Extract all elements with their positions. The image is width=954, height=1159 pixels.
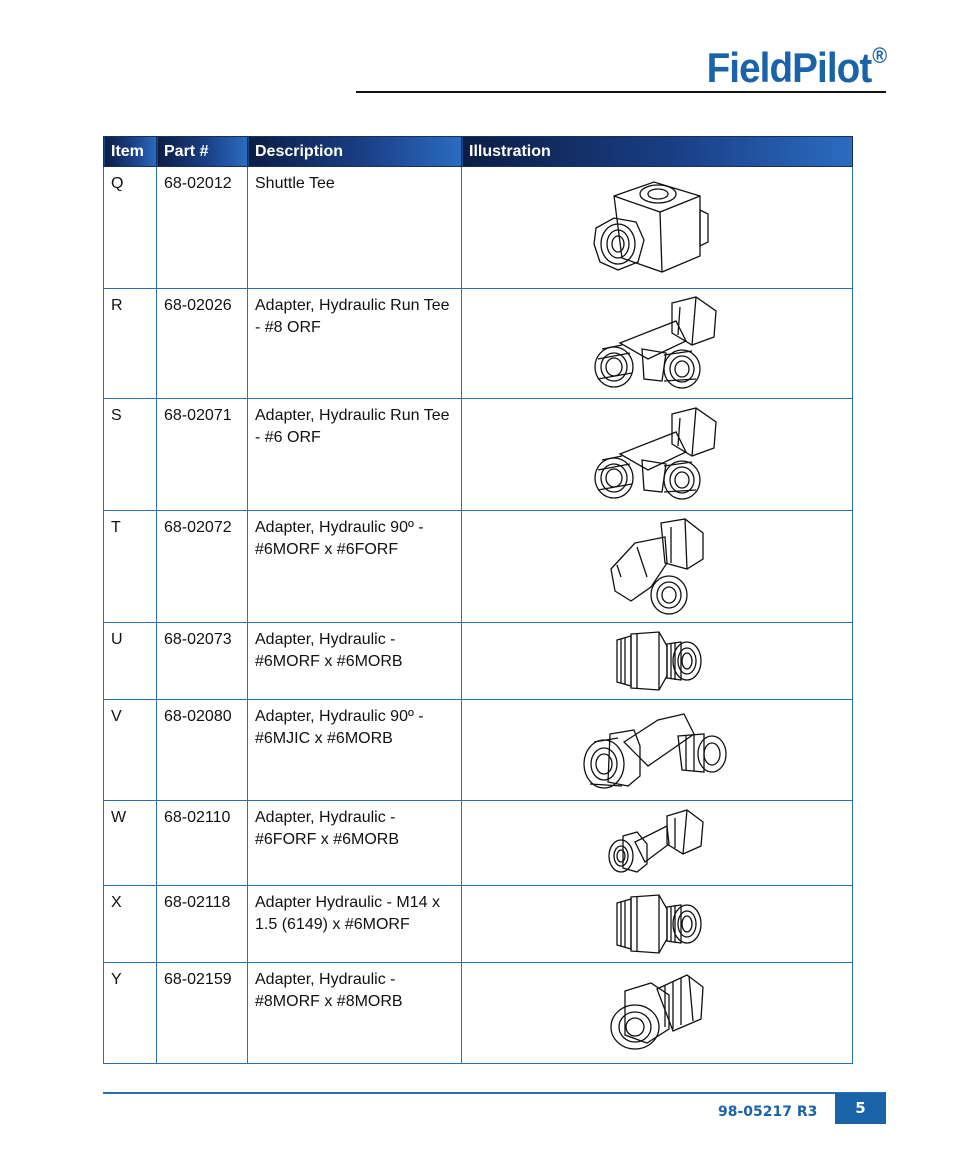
page-number: 5 bbox=[835, 1093, 886, 1124]
part-number-cell: 68-02072 bbox=[157, 511, 248, 623]
item-cell: U bbox=[104, 623, 157, 700]
part-number-cell: 68-02026 bbox=[157, 289, 248, 399]
description-cell: Adapter, Hydraulic - #6FORF x #6MORB bbox=[248, 801, 462, 886]
header-rule bbox=[356, 91, 886, 93]
description-cell: Adapter, Hydraulic - #6MORF x #6MORB bbox=[248, 623, 462, 700]
item-cell: W bbox=[104, 801, 157, 886]
elbow-90-icon bbox=[582, 706, 732, 794]
item-cell: T bbox=[104, 511, 157, 623]
footer-rule bbox=[103, 1092, 886, 1094]
part-number-cell: 68-02012 bbox=[157, 167, 248, 289]
run-tee-icon bbox=[592, 406, 722, 504]
table-row bbox=[104, 886, 853, 963]
table-row bbox=[104, 511, 853, 623]
part-number-cell: 68-02118 bbox=[157, 886, 248, 963]
description-cell: Adapter Hydraulic - M14 x 1.5 (6149) x #6MORF bbox=[248, 886, 462, 963]
part-number-cell: 68-02159 bbox=[157, 963, 248, 1064]
illustration-cell bbox=[462, 511, 853, 623]
description-cell: Adapter, Hydraulic Run Tee - #8 ORF bbox=[248, 289, 462, 399]
shuttle-tee-icon bbox=[592, 176, 722, 280]
angled-adapter-icon bbox=[607, 971, 707, 1055]
description-cell: Adapter, Hydraulic 90º - #6MORF x #6FORF bbox=[248, 511, 462, 623]
table-row bbox=[104, 623, 853, 700]
illustration-cell bbox=[462, 700, 853, 801]
column-header-illustration: Illustration bbox=[462, 137, 853, 167]
item-cell: Y bbox=[104, 963, 157, 1064]
table-row bbox=[104, 289, 853, 399]
item-cell: Q bbox=[104, 167, 157, 289]
illustration-cell bbox=[462, 167, 853, 289]
item-cell: X bbox=[104, 886, 157, 963]
swivel-adapter-icon bbox=[607, 808, 707, 878]
part-number-cell: 68-02080 bbox=[157, 700, 248, 801]
column-header-item: Item bbox=[104, 137, 157, 167]
document-number: 98-05217 R3 bbox=[718, 1104, 818, 1120]
table-header-row bbox=[104, 137, 853, 167]
table-row bbox=[104, 399, 853, 511]
brand-logo: FieldPilot® bbox=[706, 43, 886, 91]
part-number-cell: 68-02073 bbox=[157, 623, 248, 700]
illustration-cell bbox=[462, 623, 853, 700]
illustration-cell bbox=[462, 963, 853, 1064]
straight-adapter-icon bbox=[609, 630, 705, 692]
description-cell: Shuttle Tee bbox=[248, 167, 462, 289]
item-cell: V bbox=[104, 700, 157, 801]
item-cell: R bbox=[104, 289, 157, 399]
column-header-part: Part # bbox=[157, 137, 248, 167]
table-row bbox=[104, 963, 853, 1064]
part-number-cell: 68-02071 bbox=[157, 399, 248, 511]
illustration-cell bbox=[462, 801, 853, 886]
parts-table bbox=[103, 136, 853, 1064]
column-header-description: Description bbox=[248, 137, 462, 167]
table-row bbox=[104, 700, 853, 801]
illustration-cell bbox=[462, 289, 853, 399]
elbow-swivel-icon bbox=[607, 517, 707, 617]
straight-adapter-icon bbox=[609, 893, 705, 955]
description-cell: Adapter, Hydraulic - #8MORF x #8MORB bbox=[248, 963, 462, 1064]
table-row bbox=[104, 801, 853, 886]
illustration-cell bbox=[462, 399, 853, 511]
table-row bbox=[104, 167, 853, 289]
run-tee-icon bbox=[592, 295, 722, 393]
part-number-cell: 68-02110 bbox=[157, 801, 248, 886]
illustration-cell bbox=[462, 886, 853, 963]
description-cell: Adapter, Hydraulic Run Tee - #6 ORF bbox=[248, 399, 462, 511]
description-cell: Adapter, Hydraulic 90º - #6MJIC x #6MORB bbox=[248, 700, 462, 801]
item-cell: S bbox=[104, 399, 157, 511]
